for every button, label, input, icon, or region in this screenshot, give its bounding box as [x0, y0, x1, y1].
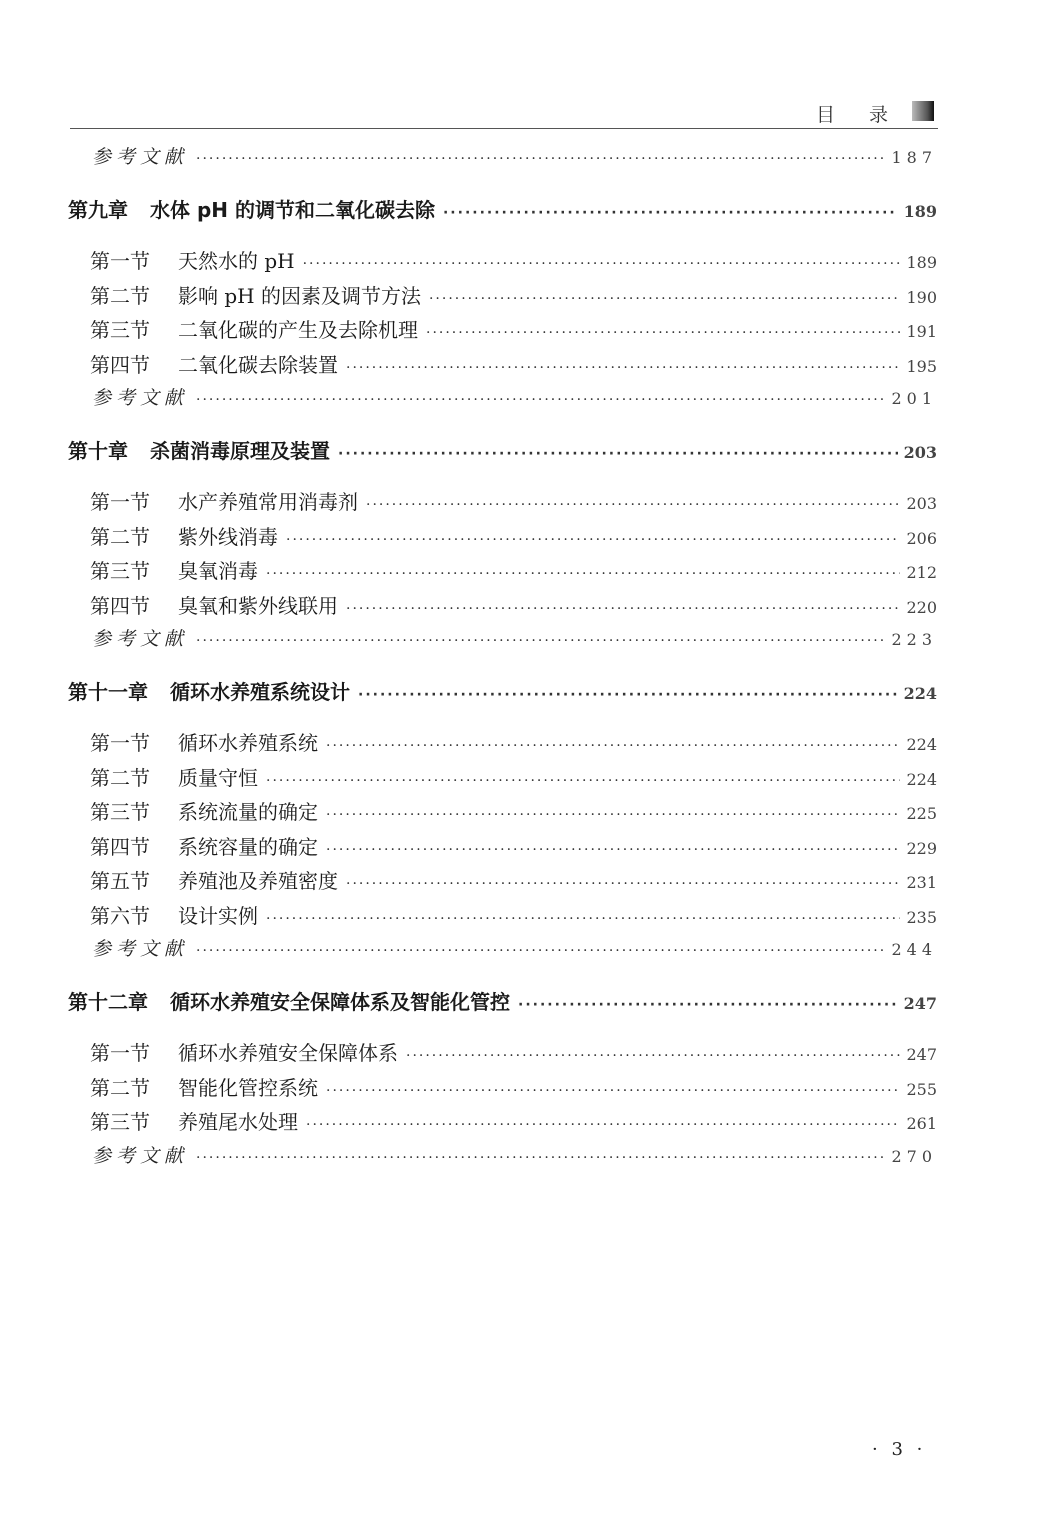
toc-section-entry[interactable] — [90, 314, 937, 349]
entry-title: 设计实例 — [178, 903, 258, 928]
entry-number: 第三节 — [90, 318, 150, 342]
toc-section-entry[interactable] — [90, 1106, 937, 1141]
entry-page-number: 189 — [903, 201, 937, 221]
entry-title: 质量守恒 — [178, 765, 258, 790]
entry-title: 养殖池及养殖密度 — [178, 869, 338, 893]
dot-leader — [196, 943, 885, 959]
toc-chapter-entry[interactable] — [68, 194, 937, 229]
dot-leader — [266, 773, 900, 789]
toc-section-entry[interactable] — [90, 900, 937, 935]
entry-title: 水体 pH 的调节和二氧化碳去除 — [150, 197, 435, 222]
toc-section-entry[interactable] — [90, 590, 937, 625]
entry-title: 智能化管控系统 — [178, 1075, 318, 1100]
entry-number: 第五节 — [90, 869, 150, 893]
toc-references-entry[interactable] — [92, 1141, 937, 1176]
entry-number: 第二节 — [90, 765, 150, 790]
entry-page-number: 189 — [906, 253, 937, 272]
dot-leader — [346, 601, 900, 617]
entry-page-number: 229 — [906, 838, 937, 858]
dot-leader — [196, 392, 885, 408]
dot-leader — [326, 738, 900, 754]
entry-number: 第六节 — [90, 903, 150, 928]
entry-number: 第四节 — [90, 834, 150, 859]
dot-leader — [346, 360, 900, 376]
entry-page-number: 255 — [906, 1079, 937, 1099]
entry-title: 参考文献 — [92, 387, 189, 409]
entry-page-number: 190 — [906, 287, 937, 307]
dot-leader — [406, 1048, 900, 1064]
entry-title: 参考文献 — [92, 146, 189, 168]
dot-leader — [196, 633, 885, 649]
entry-number: 第三节 — [90, 800, 150, 824]
toc-section-entry[interactable] — [90, 349, 937, 384]
toc-section-entry[interactable] — [90, 486, 937, 521]
entry-page-number: 223 — [891, 630, 937, 649]
entry-page-number: 203 — [906, 494, 937, 513]
table-of-contents — [0, 142, 1039, 1175]
entry-page-number: 195 — [906, 356, 937, 376]
toc-section-entry[interactable] — [90, 796, 937, 831]
entry-title: 天然水的 pH — [178, 249, 295, 273]
dot-leader — [366, 497, 900, 513]
entry-title: 循环水养殖安全保障体系 — [178, 1041, 398, 1065]
entry-page-number: 231 — [906, 873, 937, 892]
entry-number: 第四节 — [90, 352, 150, 377]
entry-page-number: 247 — [903, 993, 937, 1013]
entry-number: 第四节 — [90, 593, 150, 618]
toc-section-entry[interactable] — [90, 831, 937, 866]
dot-leader — [196, 151, 885, 167]
entry-title: 紫外线消毒 — [178, 524, 278, 549]
page-number: · 3 · — [872, 1439, 927, 1460]
dot-leader — [306, 1117, 900, 1133]
entry-page-number: 203 — [903, 442, 937, 462]
entry-page-number: 244 — [891, 940, 937, 959]
entry-title: 循环水养殖系统设计 — [170, 679, 350, 704]
entry-title: 参考文献 — [92, 938, 189, 960]
entry-title: 循环水养殖系统 — [178, 731, 318, 755]
toc-chapter-entry[interactable] — [68, 676, 937, 711]
entry-page-number: 206 — [906, 528, 937, 548]
header-tab-mark — [912, 101, 934, 121]
entry-page-number: 225 — [906, 804, 937, 823]
entry-number: 第三节 — [90, 1110, 150, 1134]
toc-section-entry[interactable] — [90, 555, 937, 590]
toc-section-entry[interactable] — [90, 865, 937, 900]
entry-number: 第三节 — [90, 559, 150, 583]
dot-leader — [196, 1150, 885, 1166]
dot-leader — [518, 997, 898, 1013]
entry-page-number: 247 — [906, 1045, 937, 1064]
entry-number: 第十二章 — [68, 989, 148, 1014]
dot-leader — [286, 532, 900, 548]
entry-title: 杀菌消毒原理及装置 — [150, 438, 330, 463]
entry-title: 二氧化碳去除装置 — [178, 352, 338, 377]
dot-leader — [326, 842, 900, 858]
entry-number: 第一节 — [90, 1041, 150, 1065]
entry-title: 水产养殖常用消毒剂 — [178, 490, 358, 514]
dot-leader — [426, 325, 900, 341]
dot-leader — [266, 566, 900, 582]
toc-section-entry[interactable] — [90, 521, 937, 556]
entry-number: 第十章 — [68, 438, 128, 463]
dot-leader — [326, 807, 900, 823]
toc-section-entry[interactable] — [90, 1072, 937, 1107]
entry-page-number: 224 — [906, 769, 937, 789]
toc-section-entry[interactable] — [90, 1037, 937, 1072]
entry-page-number: 224 — [906, 735, 937, 754]
entry-number: 第二节 — [90, 1075, 150, 1100]
entry-title: 臭氧消毒 — [178, 559, 258, 583]
toc-chapter-entry[interactable] — [68, 986, 937, 1021]
entry-title: 参考文献 — [92, 628, 189, 650]
dot-leader — [266, 911, 900, 927]
entry-number: 第二节 — [90, 524, 150, 549]
entry-page-number: 224 — [903, 683, 937, 703]
header-label: 目 录 — [815, 104, 902, 126]
entry-page-number: 270 — [891, 1146, 937, 1166]
entry-title: 影响 pH 的因素及调节方法 — [178, 283, 421, 308]
toc-references-entry[interactable] — [92, 383, 937, 418]
entry-title: 臭氧和紫外线联用 — [178, 593, 338, 618]
entry-number: 第一节 — [90, 731, 150, 755]
toc-section-entry[interactable] — [90, 280, 937, 315]
entry-page-number: 201 — [891, 389, 937, 408]
dot-leader — [303, 256, 901, 272]
entry-page-number: 212 — [906, 563, 937, 582]
entry-number: 第一节 — [90, 490, 150, 514]
dot-leader — [326, 1083, 900, 1099]
dot-leader — [338, 446, 898, 462]
entry-title: 二氧化碳的产生及去除机理 — [178, 318, 418, 342]
entry-page-number: 261 — [906, 1114, 937, 1133]
entry-number: 第二节 — [90, 283, 150, 308]
toc-references-entry[interactable] — [92, 624, 937, 659]
toc-section-entry[interactable] — [90, 727, 937, 762]
toc-references-entry[interactable] — [92, 142, 937, 177]
entry-number: 第九章 — [68, 197, 128, 222]
dot-leader — [443, 205, 898, 221]
running-header — [70, 98, 938, 129]
entry-title: 养殖尾水处理 — [178, 1110, 298, 1134]
entry-title: 循环水养殖安全保障体系及智能化管控 — [170, 989, 510, 1014]
toc-chapter-entry[interactable] — [68, 435, 937, 470]
entry-title: 参考文献 — [92, 1144, 189, 1167]
toc-section-entry[interactable] — [90, 245, 937, 280]
toc-section-entry[interactable] — [90, 762, 937, 797]
entry-title: 系统流量的确定 — [178, 800, 318, 824]
dot-leader — [358, 687, 898, 703]
entry-page-number: 191 — [906, 322, 937, 341]
entry-page-number: 220 — [906, 597, 937, 617]
entry-number: 第十一章 — [68, 679, 148, 704]
entry-page-number: 235 — [906, 907, 937, 927]
dot-leader — [346, 876, 900, 892]
toc-references-entry[interactable] — [92, 934, 937, 969]
dot-leader — [429, 291, 900, 307]
entry-number: 第一节 — [90, 249, 150, 273]
entry-page-number: 187 — [891, 148, 937, 167]
entry-title: 系统容量的确定 — [178, 834, 318, 859]
